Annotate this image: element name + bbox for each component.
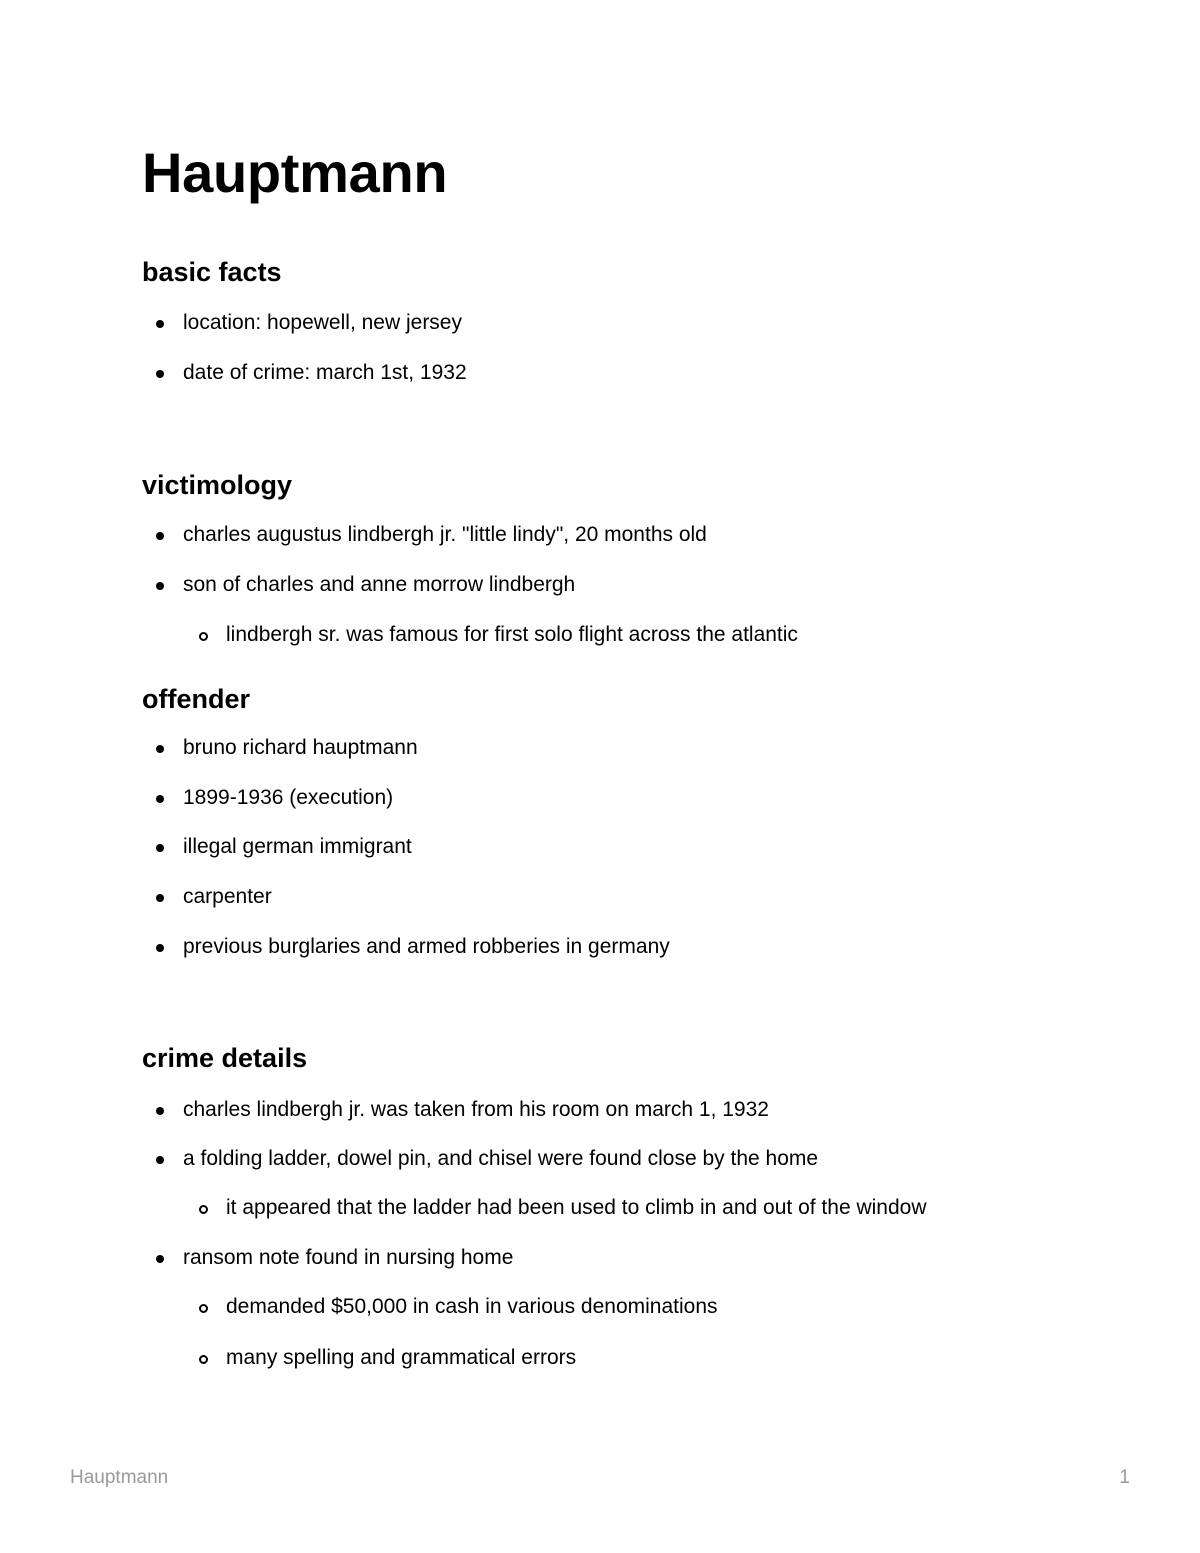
bullet-disc-icon	[156, 582, 164, 590]
list-item-text: charles augustus lindbergh jr. "little lindy", 20 months old	[183, 523, 707, 546]
sub-list-item-text: lindbergh sr. was famous for first solo flight across the atlantic	[226, 623, 798, 646]
bullet-circle-icon	[199, 632, 208, 641]
list-item-text: bruno richard hauptmann	[183, 736, 418, 759]
bullet-disc-icon	[156, 745, 164, 753]
list-item	[183, 787, 393, 808]
bullet-circle-icon	[199, 1355, 208, 1364]
bullet-disc-icon	[156, 944, 164, 952]
list-item-text: carpenter	[183, 885, 272, 908]
list-item-text: date of crime: march 1st, 1932	[183, 361, 467, 384]
bullet-disc-icon	[156, 320, 164, 328]
list-item-text: charles lindbergh jr. was taken from his room on march 1, 1932	[183, 1098, 769, 1121]
page-title: Hauptmann	[142, 141, 448, 204]
list-item-text: son of charles and anne morrow lindbergh	[183, 573, 576, 596]
list-item-text: a folding ladder, dowel pin, and chisel were found close by the home	[183, 1147, 819, 1170]
bullet-disc-icon	[156, 1107, 164, 1115]
sub-list-item	[226, 624, 798, 645]
bullet-disc-icon	[156, 532, 164, 540]
bullet-disc-icon	[156, 1156, 164, 1164]
section-heading-basic-facts: basic facts	[142, 257, 282, 287]
list-item	[183, 1099, 769, 1120]
bullet-disc-icon	[156, 1255, 164, 1263]
list-item	[183, 886, 272, 907]
list-item	[183, 574, 575, 595]
list-item-text: 1899-1936 (execution)	[183, 786, 394, 809]
list-item-text: previous burglaries and armed robberies in germany	[183, 935, 670, 958]
list-item	[183, 836, 412, 857]
bullet-disc-icon	[156, 370, 164, 378]
bullet-circle-icon	[199, 1205, 208, 1214]
sub-list-item	[226, 1347, 576, 1368]
list-item-text: ransom note found in nursing home	[183, 1246, 514, 1269]
sub-list-item-text: it appeared that the ladder had been used to climb in and out of the window	[226, 1196, 927, 1219]
sub-list-item	[226, 1296, 718, 1317]
section-heading-offender: offender	[142, 684, 250, 714]
footer-page-number: 1	[1119, 1467, 1130, 1488]
bullet-circle-icon	[199, 1304, 208, 1313]
section-heading-victimology: victimology	[142, 470, 293, 500]
list-item	[183, 362, 467, 383]
list-item	[183, 1148, 818, 1169]
list-item-text: location: hopewell, new jersey	[183, 311, 462, 334]
bullet-disc-icon	[156, 894, 164, 902]
sub-list-item-text: demanded $50,000 in cash in various denominations	[226, 1295, 718, 1318]
bullet-disc-icon	[156, 795, 164, 803]
bullet-disc-icon	[156, 844, 164, 852]
footer-document-title: Hauptmann	[70, 1467, 169, 1488]
sub-list-item	[226, 1197, 927, 1218]
list-item	[183, 312, 462, 333]
list-item	[183, 737, 418, 758]
sub-list-item-text: many spelling and grammatical errors	[226, 1346, 577, 1369]
section-heading-crime-details: crime details	[142, 1043, 308, 1073]
list-item	[183, 1247, 513, 1268]
list-item-text: illegal german immigrant	[183, 835, 412, 858]
list-item	[183, 524, 707, 545]
list-item	[183, 936, 670, 957]
